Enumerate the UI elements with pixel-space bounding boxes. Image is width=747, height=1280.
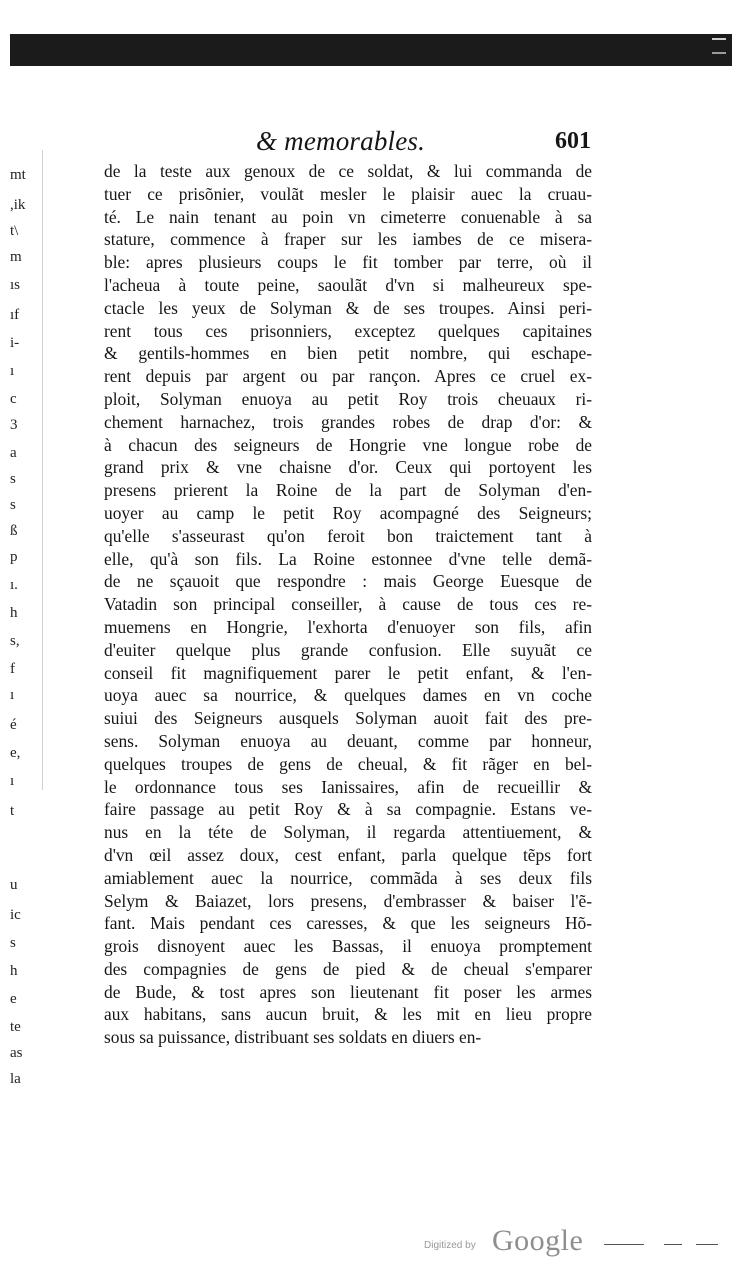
text-line: ploit, Solyman enuoya au petit Roy trois cheuaux ri-: [104, 388, 592, 409]
page-number: 601: [555, 128, 591, 154]
margin-fragment: p: [10, 549, 18, 565]
text-line: de ne sçauoit que respondre : mais George Euesque de: [104, 571, 592, 592]
margin-fragment: a: [10, 445, 17, 461]
margin-fragment: t\: [10, 223, 19, 239]
text-line: ctacle les yeux de Solyman & de ses troupes. Ainsi peri-: [104, 297, 592, 318]
text-line: grand prix & vne chaisne d'or. Ceux qui portoyent les: [104, 457, 592, 478]
text-line: Vatadin son principal conseiller, à cause de tous ces re-: [104, 594, 592, 615]
margin-fragment: ı: [10, 773, 15, 789]
text-line: elle, qu'à son fils. La Roine estonnee d'vne telle demã-: [104, 548, 592, 569]
text-line: sens. Solyman enuoya au deuant, comme par honneur,: [104, 730, 592, 751]
margin-fragment: as: [10, 1045, 23, 1061]
text-line: faire passage au petit Roy & à sa compagnie. Estans ve-: [104, 799, 592, 820]
margin-fragment: e,: [10, 745, 21, 761]
scan-edge-mark: [712, 38, 726, 54]
running-title: & memorables.: [256, 126, 426, 156]
margin-fragment: ıf: [10, 307, 20, 323]
digitization-watermark: [424, 1226, 594, 1256]
text-line: uoyer au camp le petit Roy acompagné des Seigneurs;: [104, 502, 592, 523]
text-line: sous sa puissance, distribuant ses soldats en diuers en-: [104, 1027, 482, 1048]
page-header: [106, 124, 591, 158]
text-line: chement harnachez, trois grandes robes de drap d'or: &: [104, 411, 592, 432]
margin-fragment: e: [10, 991, 17, 1007]
margin-fragment: la: [10, 1071, 21, 1087]
text-line: conseil fit magnifiquement parer le petit enfant, & l'en-: [104, 662, 592, 683]
text-line: muemens en Hongrie, l'exhorta d'enuoyer son fils, afin: [104, 616, 592, 637]
text-line: suiui des Seigneurs ausquels Solyman auoit fait des pre-: [104, 708, 592, 729]
text-line: à chacun des seigneurs de Hongrie vne longue robe de: [104, 434, 592, 455]
text-line: qu'elle s'asseurast qu'on feroit bon traictement tant à: [104, 525, 592, 546]
margin-fragment: h: [10, 963, 18, 979]
margin-fragment: ,ik: [10, 197, 26, 213]
margin-fragment: s: [10, 497, 16, 513]
text-line: ble: apres plusieurs coups le fit tomber par terre, où il: [104, 252, 592, 273]
scan-top-bar: [10, 34, 732, 66]
margin-fragment: é: [10, 717, 17, 733]
text-line: aux habitans, sans aucun bruit, & les mit en lieu propre: [104, 1004, 592, 1025]
margin-fragment: s: [10, 935, 16, 951]
margin-fragment: ıs: [10, 277, 21, 293]
text-line: des compagnies de gens de pied & de cheual s'emparer: [104, 958, 592, 979]
text-line: de la teste aux genoux de ce soldat, & lui commanda de: [104, 161, 592, 181]
text-line: nus en la téte de Solyman, il regarda attentiuement, &: [104, 822, 592, 843]
text-line: d'euiter quelque plus grande confusion. Elle suyuãt ce: [104, 639, 592, 660]
margin-fragment: i-: [10, 335, 20, 351]
body-text: [104, 160, 592, 1049]
google-logo: Google: [492, 1224, 584, 1257]
margin-fragment: te: [10, 1019, 21, 1035]
text-line: amiablement auec la nourrice, commãda à ses deux fils: [104, 867, 592, 888]
margin-fragment: f: [10, 661, 15, 677]
text-line: & gentils-hommes en bien petit nombre, qui eschape-: [104, 343, 592, 364]
footer-rule: [664, 1244, 682, 1245]
margin-fragment: ı: [10, 687, 15, 703]
margin-fragment: 3: [10, 417, 18, 433]
text-line: rent tous ces prisonniers, exceptez quelques capitaines: [104, 320, 592, 341]
margin-fragment: m: [10, 249, 22, 265]
margin-fragment: mt: [10, 167, 26, 183]
text-line: de Bude, & tost apres son lieutenant fit poser les armes: [104, 981, 592, 1002]
text-line: le ordonnance tous ses Ianissaires, afin de recueillir &: [104, 776, 592, 797]
text-line: presens prierent la Roine de la part de Solyman d'en-: [104, 480, 592, 501]
watermark-prefix: Digitized by: [424, 1240, 476, 1251]
text-line: grois disnoyent auec les Bassas, il enuoya promptement: [104, 936, 592, 957]
margin-fragment: t: [10, 803, 15, 819]
margin-fragment: ic: [10, 907, 21, 923]
text-line: l'acheua à toute peine, saoulãt d'vn si malheureux spe-: [104, 274, 592, 295]
margin-fragment: s,: [10, 633, 20, 649]
footer-rule: [604, 1244, 644, 1245]
margin-fragment: s: [10, 471, 16, 487]
text-line: uoya auec sa nourrice, & quelques dames en vn coche: [104, 685, 592, 706]
text-line: té. Le nain tenant au poin vn cimeterre conuenable à sa: [104, 206, 592, 227]
text-line: rent depuis par argent ou par rançon. Apres ce cruel ex-: [104, 366, 592, 387]
margin-fragment: ß: [10, 523, 18, 539]
text-line: quelques troupes de gens de cheual, & fit rãger en bel-: [104, 753, 592, 774]
margin-fragment: ı: [10, 363, 15, 379]
margin-fragment: c: [10, 391, 17, 407]
text-line: d'vn œil assez doux, cest enfant, parla quelque tẽps fort: [104, 844, 592, 865]
text-line: stature, commence à fraper sur les iambes de ce misera-: [104, 229, 592, 250]
margin-fragment: u: [10, 877, 18, 893]
text-line: Selym & Baiazet, lors presens, d'embrasser & baiser l'ẽ-: [104, 890, 592, 911]
text-line: fant. Mais pendant ces caresses, & que les seigneurs Hõ-: [104, 913, 592, 934]
text-line: tuer ce prisõnier, voulãt mesler le plaisir auec la cruau-: [104, 183, 592, 204]
margin-fragment: h: [10, 605, 18, 621]
margin-fragment: ı.: [10, 577, 18, 593]
gutter-shadow: [42, 150, 43, 790]
footer-rule: [696, 1244, 718, 1245]
